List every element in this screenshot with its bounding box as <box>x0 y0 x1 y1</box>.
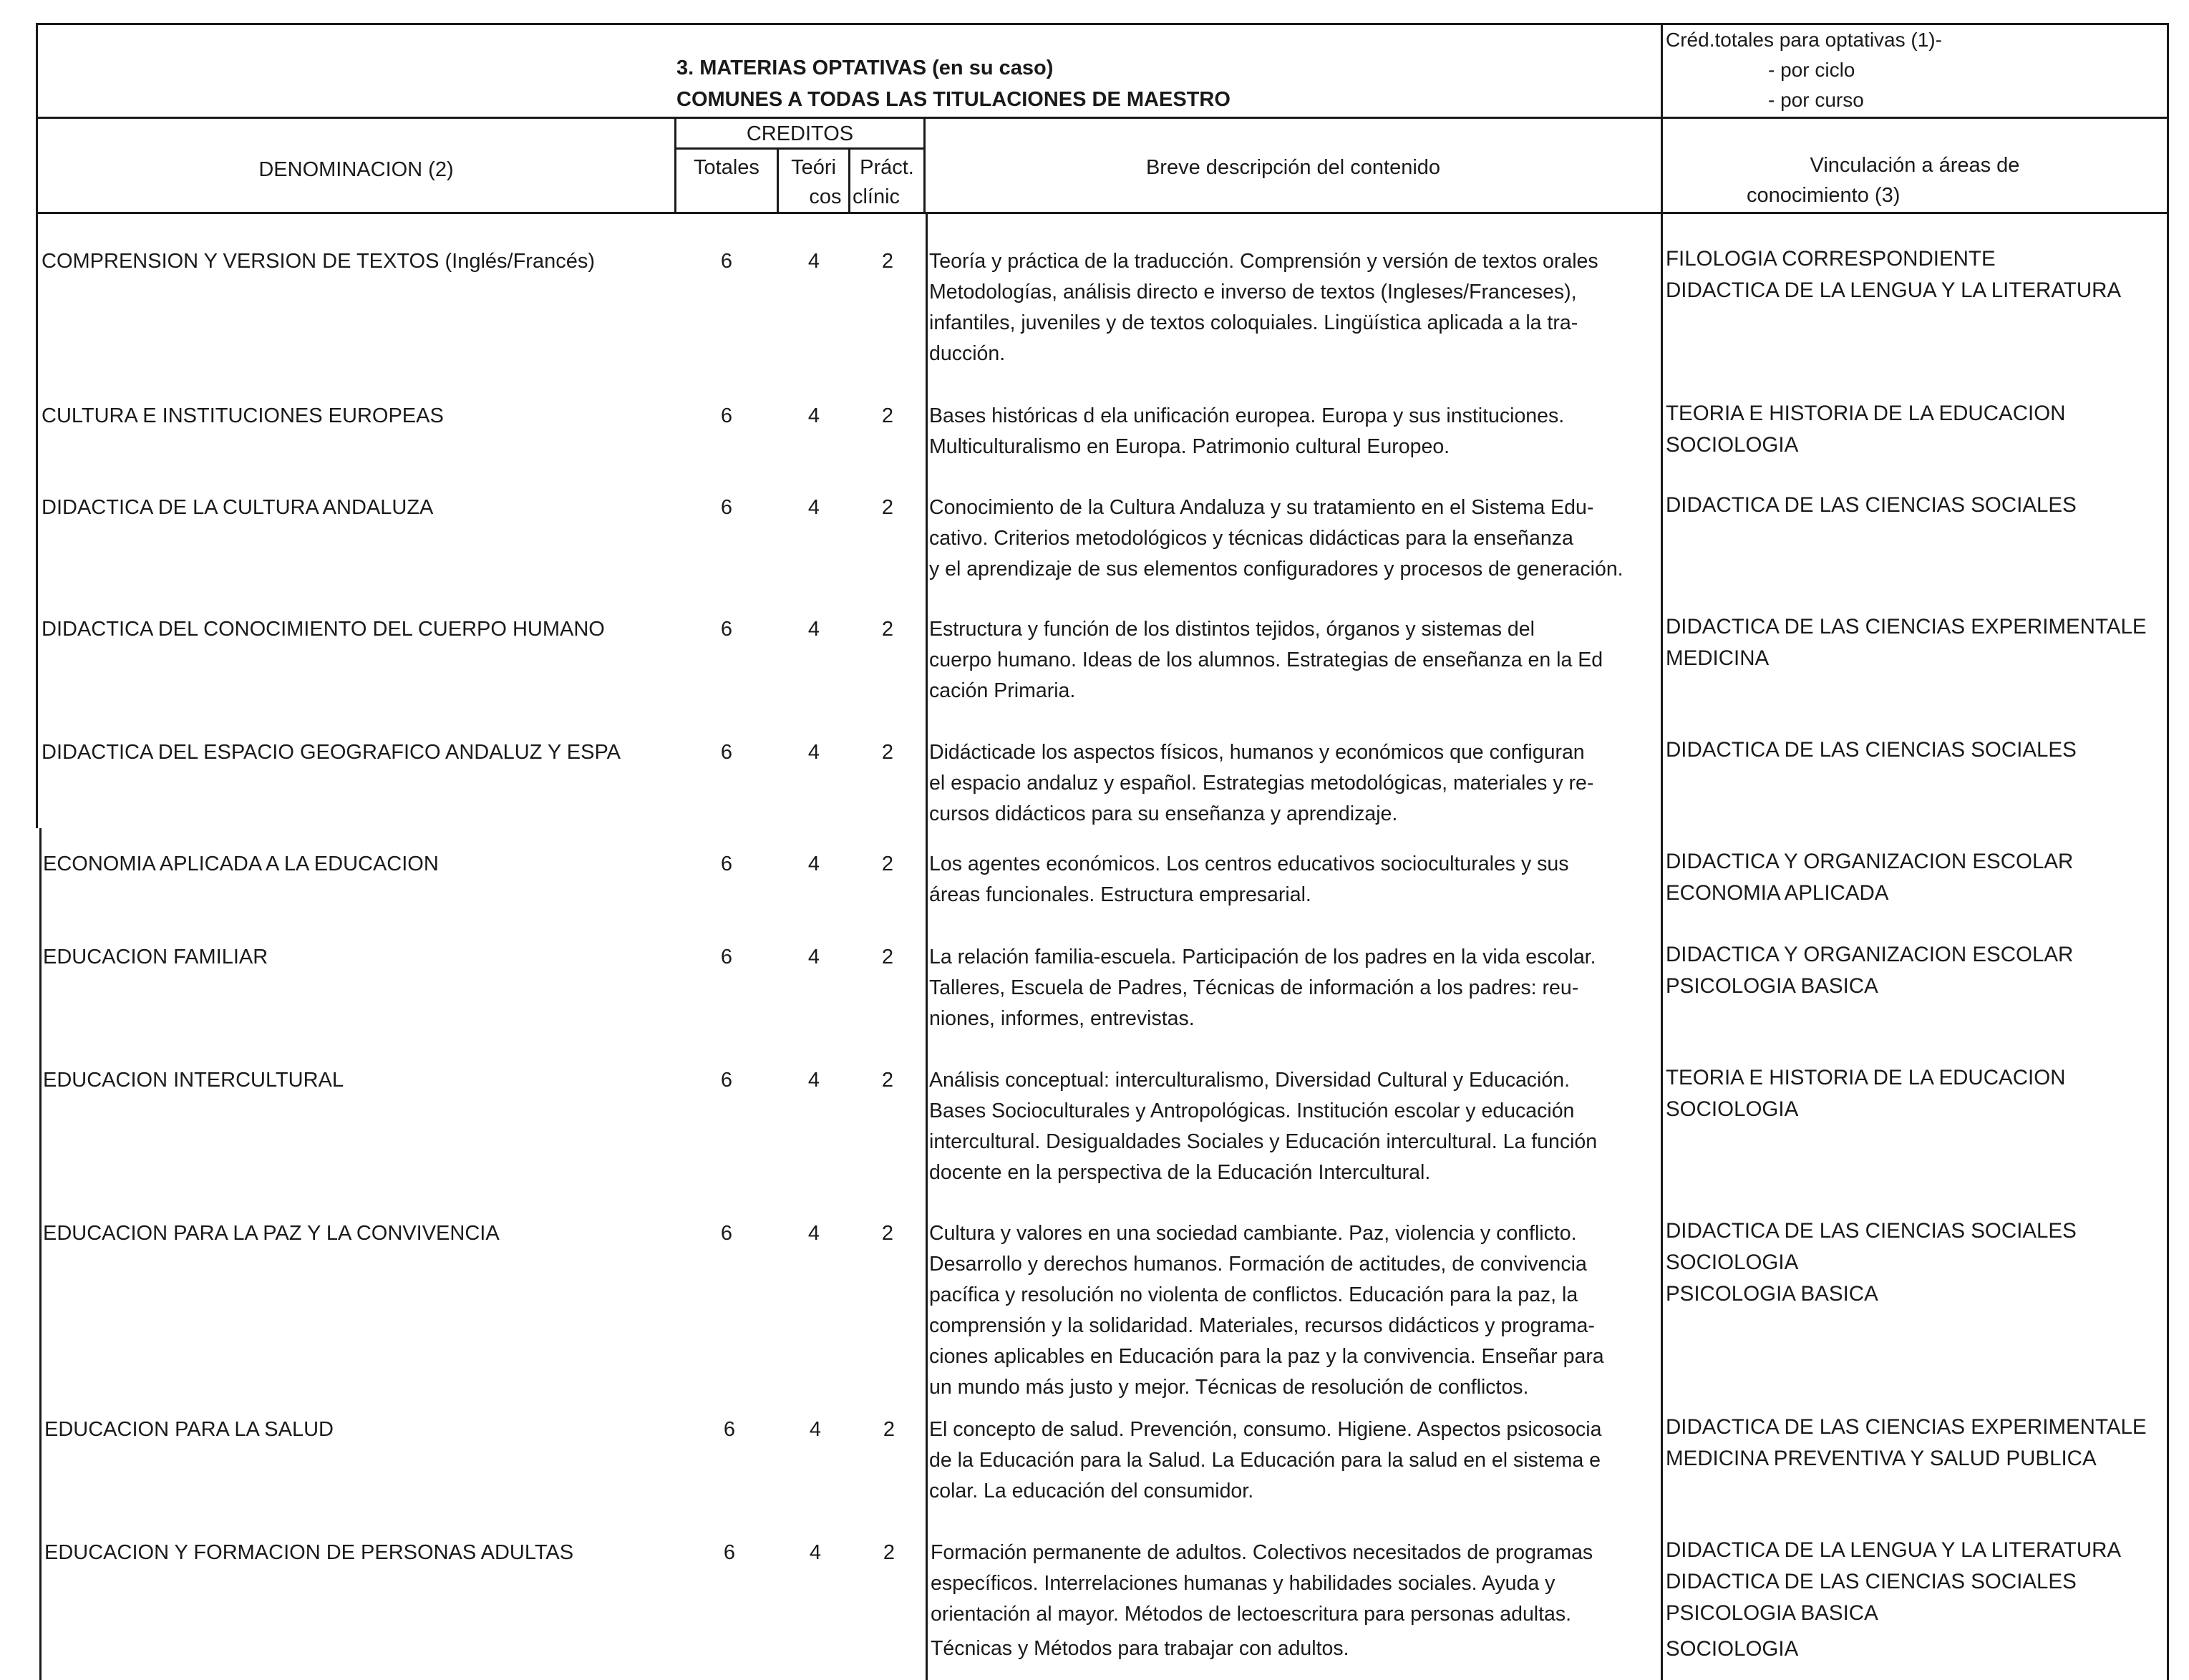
knowledge-area: SOCIOLOGIA <box>1666 1637 1799 1661</box>
description-line: un mundo más justo y mejor. Técnicas de resolución de conflictos. <box>929 1376 1529 1399</box>
credits-practicos: 2 <box>881 1069 894 1092</box>
subject-name: EDUCACION PARA LA PAZ Y LA CONVIVENCIA <box>43 1222 500 1245</box>
description-line: La relación familia-escuela. Participación de los padres en la vida escolar. <box>929 946 1596 968</box>
credits-practicos: 2 <box>881 496 894 519</box>
subject-name: CULTURA E INSTITUCIONES EUROPEAS <box>42 404 444 427</box>
description-line: cursos didácticos para su enseñanza y aprendizaje. <box>929 802 1398 825</box>
description-line: Análisis conceptual: interculturalismo, Diversidad Cultural y Educación. <box>929 1069 1570 1092</box>
subject-name: EDUCACION INTERCULTURAL <box>43 1069 344 1092</box>
column-header-divider <box>36 212 2169 214</box>
description-line: infantiles, juveniles y de textos coloquiales. Lingüística aplicada a la tra- <box>929 311 1578 334</box>
knowledge-area: TEORIA E HISTORIA DE LA EDUCACION <box>1666 402 2066 425</box>
descripcion-header: Breve descripción del contenido <box>1145 156 1441 179</box>
left-border <box>36 23 38 828</box>
credits-practicos: 2 <box>881 404 894 427</box>
description-line: Técnicas y Métodos para trabajar con adultos. <box>931 1637 1349 1660</box>
knowledge-area: DIDACTICA DE LA LENGUA Y LA LITERATURA <box>1666 1538 2122 1562</box>
description-line: niones, informes, entrevistas. <box>929 1007 1195 1030</box>
credits-teoricos: 4 <box>807 404 820 427</box>
knowledge-area: DIDACTICA Y ORGANIZACION ESCOLAR <box>1666 943 2074 966</box>
credits-teoricos: 4 <box>807 946 820 968</box>
credits-totales: 6 <box>720 946 733 968</box>
description-line: Conocimiento de la Cultura Andaluza y su tratamiento en el Sistema Edu- <box>929 496 1594 519</box>
credits-practicos: 2 <box>881 946 894 968</box>
description-line: Bases Socioculturales y Antropológicas. Institución escolar y educación <box>929 1099 1575 1122</box>
description-line: Talleres, Escuela de Padres, Técnicas de información a los padres: reu- <box>929 976 1579 999</box>
credits-practicos: 2 <box>883 1541 896 1564</box>
section-title: 3. MATERIAS OPTATIVAS (en su caso) <box>676 57 1054 79</box>
knowledge-area: DIDACTICA DE LAS CIENCIAS EXPERIMENTALE <box>1666 615 2147 639</box>
knowledge-area: DIDACTICA DE LAS CIENCIAS SOCIALES <box>1666 738 2077 762</box>
subject-name: COMPRENSION Y VERSION DE TEXTOS (Inglés/Francés) <box>42 250 596 273</box>
credits-teoricos: 4 <box>807 853 820 875</box>
knowledge-area: SOCIOLOGIA <box>1666 1251 1799 1274</box>
credits-totales: 6 <box>720 496 733 519</box>
description-line: cación Primaria. <box>929 679 1076 702</box>
credits-practicos: 2 <box>881 741 894 764</box>
description-line: Multiculturalismo en Europa. Patrimonio cultural Europeo. <box>929 435 1450 458</box>
credits-practicos: 2 <box>881 618 894 641</box>
description-line: colar. La educación del consumidor. <box>929 1480 1254 1502</box>
description-column-divider <box>926 212 928 1680</box>
credits-teoricos: 4 <box>809 1541 822 1564</box>
por-ciclo-label: - por ciclo <box>1768 59 1855 81</box>
subject-name: EDUCACION FAMILIAR <box>43 946 268 968</box>
practicos-header-1: Práct. <box>860 156 914 179</box>
knowledge-area: PSICOLOGIA BASICA <box>1666 974 1878 998</box>
credits-totales: 6 <box>720 741 733 764</box>
teoricos-header-2: cos <box>809 185 842 208</box>
description-line: comprensión y la solidaridad. Materiales, recursos didácticos y programa- <box>929 1314 1595 1337</box>
description-line: docente en la perspectiva de la Educación Intercultural. <box>929 1161 1431 1184</box>
description-line: cuerpo humano. Ideas de los alumnos. Estrategias de enseñanza en la Ed <box>929 649 1603 671</box>
area-column-divider <box>1661 23 1663 1680</box>
section-subtitle: COMUNES A TODAS LAS TITULACIONES DE MAESTRO <box>676 88 1231 111</box>
credits-practicos: 2 <box>881 853 894 875</box>
description-line: Teoría y práctica de la traducción. Comprensión y versión de textos orales <box>929 250 1598 273</box>
left-border-lower <box>39 828 42 1680</box>
knowledge-area: FILOLOGIA CORRESPONDIENTE <box>1666 247 1996 271</box>
knowledge-area: SOCIOLOGIA <box>1666 1097 1799 1121</box>
subject-name: DIDACTICA DE LA CULTURA ANDALUZA <box>42 496 434 519</box>
description-line: pacífica y resolución no violenta de conflictos. Educación para la paz, la <box>929 1283 1578 1306</box>
description-line: ciones aplicables en Educación para la paz y la convivencia. Enseñar para <box>929 1345 1604 1368</box>
description-line: Desarrollo y derechos humanos. Formación de actitudes, de convivencia <box>929 1253 1587 1276</box>
creditos-header: CREDITOS <box>746 122 854 145</box>
credits-teoricos: 4 <box>807 1069 820 1092</box>
knowledge-area: DIDACTICA Y ORGANIZACION ESCOLAR <box>1666 850 2074 873</box>
description-line: ducción. <box>929 342 1006 365</box>
subject-name: EDUCACION Y FORMACION DE PERSONAS ADULTAS <box>44 1541 574 1564</box>
description-line: El concepto de salud. Prevención, consumo. Higiene. Aspectos psicosocia <box>929 1418 1602 1441</box>
practicos-header-2: clínic <box>852 185 901 208</box>
description-line: de la Educación para la Salud. La Educación para la salud en el sistema e <box>929 1449 1601 1472</box>
credits-teoricos: 4 <box>807 741 820 764</box>
credits-totales: 6 <box>720 250 733 273</box>
description-line: Los agentes económicos. Los centros educativos socioculturales y sus <box>929 853 1569 875</box>
description-line: y el aprendizaje de sus elementos configuradores y procesos de generación. <box>929 558 1623 581</box>
denominacion-header: DENOMINACION (2) <box>258 158 454 181</box>
top-border <box>36 23 2169 25</box>
description-line: Estructura y función de los distintos tejidos, órganos y sistemas del <box>929 618 1535 641</box>
knowledge-area: MEDICINA <box>1666 646 1770 670</box>
description-line: Cultura y valores en una sociedad cambiante. Paz, violencia y conflicto. <box>929 1222 1577 1245</box>
credits-totales: 6 <box>723 1418 736 1441</box>
credits-totales: 6 <box>723 1541 736 1564</box>
cred-totales-label: Créd.totales para optativas (1)- <box>1666 29 1942 51</box>
knowledge-area: DIDACTICA DE LA LENGUA Y LA LITERATURA <box>1666 278 2122 302</box>
credits-teoricos: 4 <box>807 1222 820 1245</box>
credits-teoricos: 4 <box>809 1418 822 1441</box>
right-border <box>2167 23 2169 1680</box>
totales-header: Totales <box>694 156 759 179</box>
credits-practicos: 2 <box>881 250 894 273</box>
knowledge-area: MEDICINA PREVENTIVA Y SALUD PUBLICA <box>1666 1447 2097 1470</box>
knowledge-area: SOCIOLOGIA <box>1666 433 1799 457</box>
subject-name: EDUCACION PARA LA SALUD <box>44 1418 334 1441</box>
description-line: orientación al mayor. Métodos de lectoescritura para personas adultas. <box>931 1603 1572 1626</box>
credits-totales: 6 <box>720 618 733 641</box>
credits-teoricos: 4 <box>807 250 820 273</box>
credits-practicos: 2 <box>883 1418 896 1441</box>
knowledge-area: DIDACTICA DE LAS CIENCIAS SOCIALES <box>1666 493 2077 517</box>
credits-teoricos: 4 <box>807 618 820 641</box>
description-line: Metodologías, análisis directo e inverso de textos (Ingleses/Franceses), <box>929 281 1577 304</box>
subject-name: DIDACTICA DEL ESPACIO GEOGRAFICO ANDALUZ Y ESPA <box>42 741 621 764</box>
description-line: el espacio andaluz y español. Estrategias metodológicas, materiales y re- <box>929 772 1594 795</box>
description-line: intercultural. Desigualdades Sociales y Educación intercultural. La función <box>929 1130 1598 1153</box>
knowledge-area: DIDACTICA DE LAS CIENCIAS EXPERIMENTALE <box>1666 1415 2147 1439</box>
knowledge-area: PSICOLOGIA BASICA <box>1666 1282 1878 1306</box>
teoricos-header-1: Teóri <box>791 156 836 179</box>
description-line: Bases históricas d ela unificación europea. Europa y sus instituciones. <box>929 404 1565 427</box>
credits-totales: 6 <box>720 1222 733 1245</box>
description-line: Formación permanente de adultos. Colectivos necesitados de programas <box>931 1541 1593 1564</box>
por-curso-label: - por curso <box>1768 89 1864 111</box>
description-line: cativo. Criterios metodológicos y técnicas didácticas para la enseñanza <box>929 527 1573 550</box>
description-line: Didácticade los aspectos físicos, humanos y económicos que configuran <box>929 741 1585 764</box>
knowledge-area: PSICOLOGIA BASICA <box>1666 1601 1878 1625</box>
knowledge-area: DIDACTICA DE LAS CIENCIAS SOCIALES <box>1666 1570 2077 1593</box>
vinculacion-header-1: Vinculación a áreas de <box>1810 154 2020 177</box>
knowledge-area: TEORIA E HISTORIA DE LA EDUCACION <box>1666 1066 2066 1089</box>
header-divider <box>36 117 2169 119</box>
credits-practicos: 2 <box>881 1222 894 1245</box>
description-line: áreas funcionales. Estructura empresarial. <box>929 883 1311 906</box>
credits-teoricos: 4 <box>807 496 820 519</box>
credits-totales: 6 <box>720 404 733 427</box>
credits-totales: 6 <box>720 1069 733 1092</box>
vinculacion-header-2: conocimiento (3) <box>1747 184 1901 207</box>
credits-totales: 6 <box>720 853 733 875</box>
subject-name: DIDACTICA DEL CONOCIMIENTO DEL CUERPO HUMANO <box>42 618 605 641</box>
description-line: específicos. Interrelaciones humanas y habilidades sociales. Ayuda y <box>931 1572 1555 1595</box>
knowledge-area: DIDACTICA DE LAS CIENCIAS SOCIALES <box>1666 1219 2077 1243</box>
knowledge-area: ECONOMIA APLICADA <box>1666 881 1889 905</box>
subject-name: ECONOMIA APLICADA A LA EDUCACION <box>43 853 439 875</box>
